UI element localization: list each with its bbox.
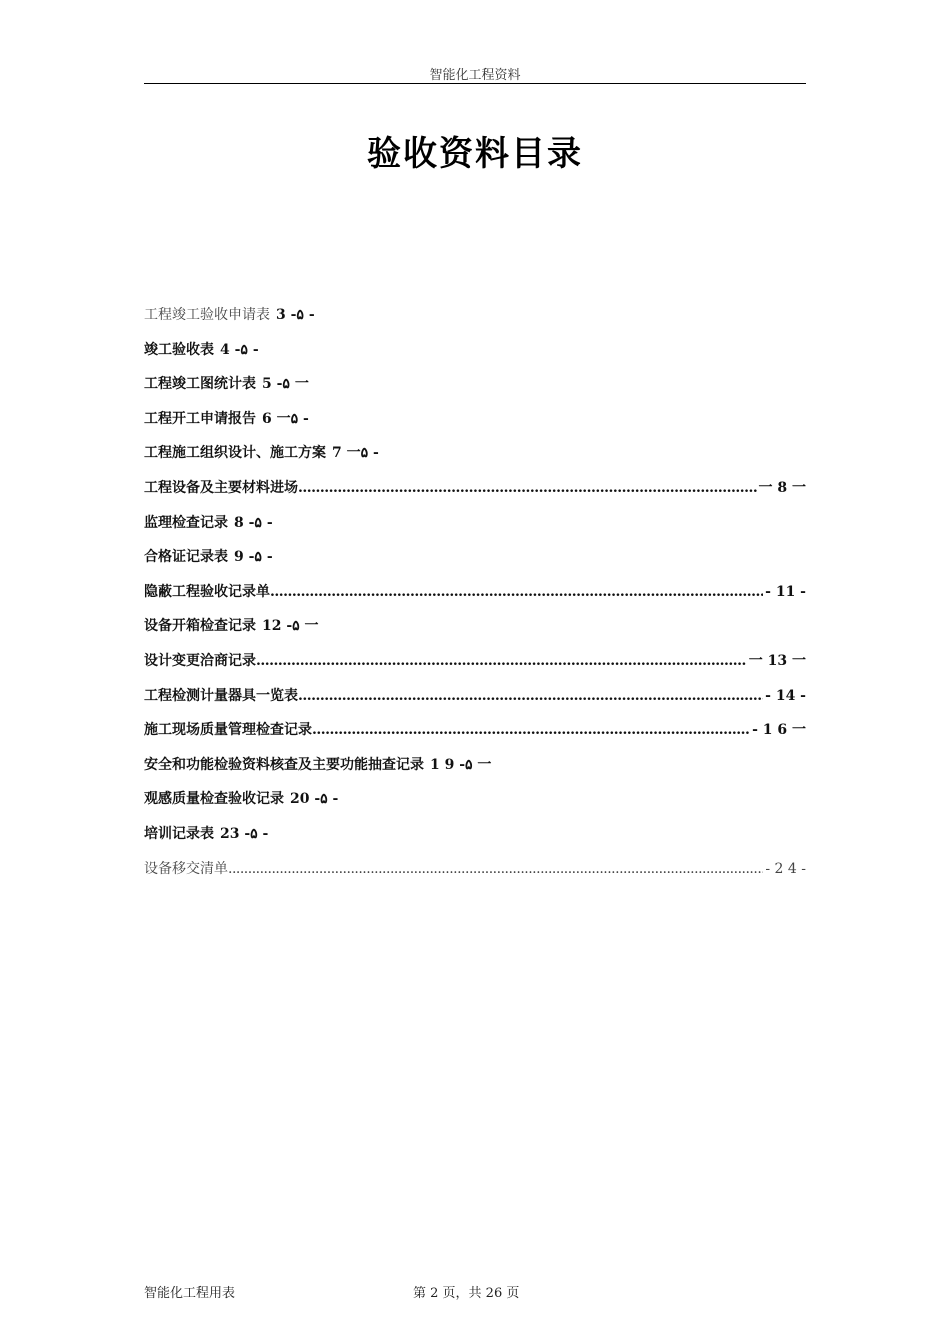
toc-entry[interactable] bbox=[144, 719, 806, 754]
toc-entry[interactable] bbox=[144, 512, 806, 547]
toc-entry[interactable] bbox=[144, 823, 806, 858]
toc-entry[interactable] bbox=[144, 442, 806, 477]
toc-dot-leader bbox=[228, 861, 763, 877]
page-header: 智能化工程资料 bbox=[429, 68, 521, 83]
toc-entry-title: 设备移交清单 bbox=[144, 860, 228, 877]
footer-left-text: 智能化工程用表 bbox=[144, 1286, 236, 1301]
toc-entry-page: 9 -۵ - bbox=[234, 549, 273, 566]
toc-entry[interactable] bbox=[144, 650, 806, 685]
toc-entry-page: 12 -۵ 一 bbox=[262, 618, 319, 635]
toc-entry[interactable] bbox=[144, 788, 806, 823]
toc-entry[interactable] bbox=[144, 685, 806, 720]
toc-dot-leader bbox=[298, 480, 757, 496]
toc-entry-page: 23 -۵ - bbox=[220, 825, 269, 842]
toc-entry-page: 4 -۵ - bbox=[220, 341, 259, 358]
toc-entry-page: - 2 4 - bbox=[765, 860, 806, 877]
toc-entry-title: 培训记录表 bbox=[144, 825, 214, 842]
toc-entry[interactable] bbox=[144, 858, 806, 893]
toc-dot-leader bbox=[298, 688, 763, 704]
toc-entry-title: 监理检查记录 bbox=[144, 514, 228, 531]
toc-entry-title: 工程竣工验收申请表 bbox=[144, 307, 270, 323]
toc-entry-page: 8 -۵ - bbox=[234, 514, 273, 531]
toc-entry-title: 设备开箱检查记录 bbox=[144, 618, 256, 635]
toc-entry-title: 工程开工申请报告 bbox=[144, 410, 256, 427]
toc-entry-page: 一 13 一 bbox=[748, 652, 806, 669]
toc-entry[interactable] bbox=[144, 581, 806, 616]
toc-entry-title: 观感质量检查验收记录 bbox=[144, 791, 284, 808]
toc-entry-page: 5 -۵ 一 bbox=[262, 376, 309, 393]
toc-entry-title: 工程检测计量器具一览表 bbox=[144, 687, 298, 704]
page-number: 第 2 页，共 26 页 bbox=[413, 1286, 520, 1301]
toc-entry-title: 设计变更洽商记录 bbox=[144, 652, 256, 669]
toc-entry-title: 施工现场质量管理检查记录 bbox=[144, 722, 312, 739]
toc-entry-title: 合格证记录表 bbox=[144, 549, 228, 566]
toc-entry[interactable] bbox=[144, 615, 806, 650]
toc-entry-page: 3 -۵ - bbox=[276, 307, 315, 323]
document-title: 验收资料目录 bbox=[367, 134, 583, 174]
toc-entry-page: - 14 - bbox=[765, 687, 806, 704]
toc-entry-title: 隐蔽工程验收记录单 bbox=[144, 583, 270, 600]
toc-entry-page: 1 9 -۵ 一 bbox=[430, 756, 492, 773]
toc-entry-page: 一 8 一 bbox=[758, 479, 806, 496]
table-of-contents bbox=[144, 304, 806, 892]
toc-entry[interactable] bbox=[144, 408, 806, 443]
toc-entry[interactable] bbox=[144, 546, 806, 581]
toc-dot-leader bbox=[256, 653, 747, 669]
toc-entry-page: 7 一۵ - bbox=[332, 445, 379, 462]
toc-entry[interactable] bbox=[144, 477, 806, 512]
toc-entry[interactable] bbox=[144, 373, 806, 408]
toc-entry-page: 20 -۵ - bbox=[290, 791, 339, 808]
toc-entry-title: 工程竣工图统计表 bbox=[144, 376, 256, 393]
toc-entry[interactable] bbox=[144, 754, 806, 789]
toc-entry[interactable] bbox=[144, 304, 806, 339]
toc-entry-page: - 1 6 一 bbox=[752, 722, 806, 739]
toc-dot-leader bbox=[312, 722, 750, 738]
toc-entry-title: 竣工验收表 bbox=[144, 341, 214, 358]
toc-entry[interactable] bbox=[144, 339, 806, 374]
toc-entry-page: - 11 - bbox=[765, 583, 806, 600]
toc-entry-page: 6 一۵ - bbox=[262, 410, 309, 427]
toc-entry-title: 工程施工组织设计、施工方案 bbox=[144, 445, 326, 462]
toc-entry-title: 工程设备及主要材料进场 bbox=[144, 479, 298, 496]
toc-dot-leader bbox=[270, 584, 763, 600]
toc-entry-title: 安全和功能检验资料核查及主要功能抽查记录 bbox=[144, 756, 424, 773]
header-rule bbox=[144, 83, 806, 84]
